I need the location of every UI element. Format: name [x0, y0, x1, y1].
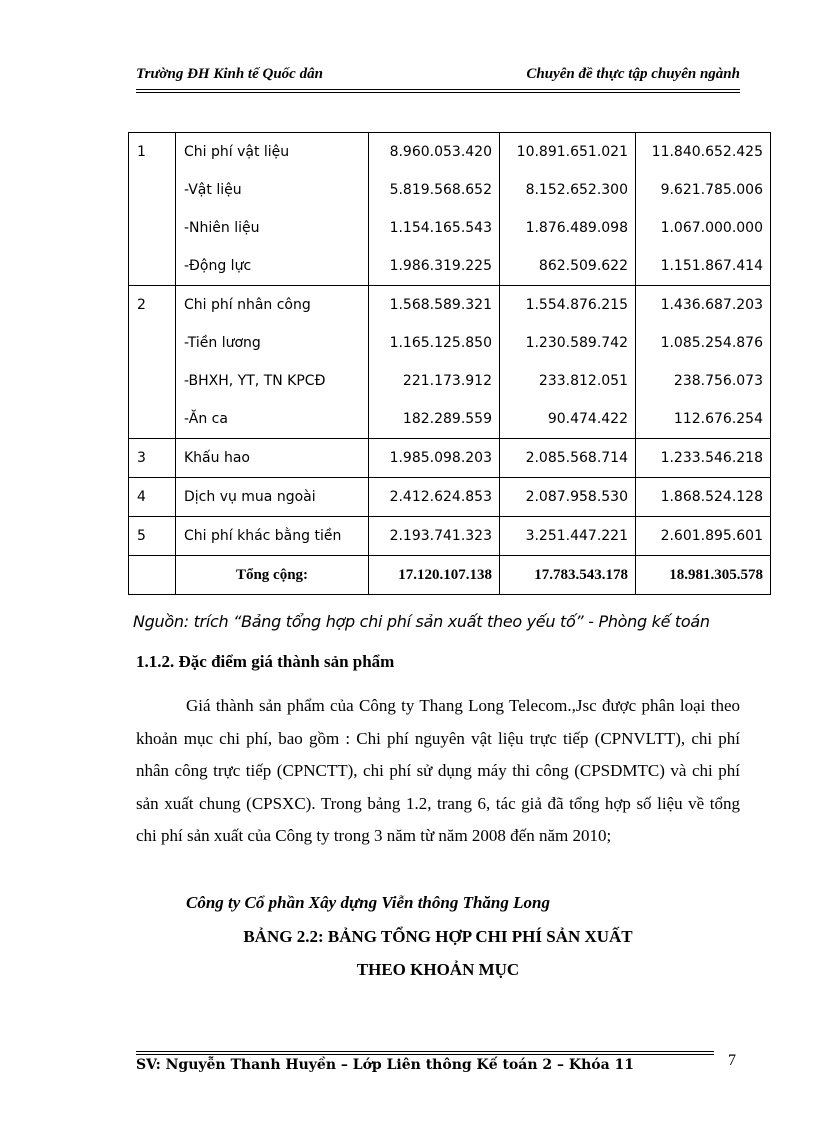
total-value: 18.981.305.578 — [636, 556, 771, 595]
page-footer: SV: Nguyễn Thanh Huyền – Lớp Liên thông Kế toán 2 – Khóa 11 — [136, 1057, 635, 1073]
value: 1.154.165.543 — [389, 220, 492, 236]
paragraph-text: Giá thành sản phẩm của Công ty Thang Long Telecom.,Jsc được phân loại theo khoản mục chi phí, bao gồm : Chi phí nguyên vật liệu trực tiếp (CPNVLTT), chi phí nhân công trực tiếp (CPNCTT), chi phí sử dụng máy thi công (CPSDMTC) và chi phí sản xuất chung (CPSXC). Trong bảng 1.2, trang 6, tác giả đã tổng hợp số liệu về tổng chi phí sản xuất của Công ty trong 3 năm từ năm 2008 đến năm 2010; — [136, 696, 740, 845]
value: 1.436.687.203 — [660, 297, 763, 313]
item-label: Chi phí nhân công — [184, 297, 311, 313]
value: 1.067.000.000 — [660, 220, 763, 236]
item-label: -Động lực — [184, 258, 252, 274]
row-number: 4 — [129, 478, 176, 517]
page-number: 7 — [728, 1052, 736, 1069]
value: 112.676.254 — [673, 411, 763, 427]
table-row — [129, 439, 771, 478]
value: 1.151.867.414 — [660, 258, 763, 274]
value: 2.087.958.530 — [500, 478, 636, 517]
value: 8.960.053.420 — [389, 144, 492, 160]
item-label: -Vật liệu — [184, 182, 242, 198]
value: 233.812.051 — [538, 373, 628, 389]
empty-cell — [129, 556, 176, 595]
value-2008-cell — [369, 286, 500, 439]
footer-rule — [136, 1051, 714, 1052]
value: 238.756.073 — [673, 373, 763, 389]
total-value: 17.120.107.138 — [369, 556, 500, 595]
value-2008-cell — [369, 133, 500, 286]
value: 11.840.652.425 — [651, 144, 763, 160]
value: 1.165.125.850 — [389, 335, 492, 351]
item-label: -Tiền lương — [184, 335, 261, 351]
value: 2.601.895.601 — [636, 517, 771, 556]
item-label: -Ăn ca — [184, 411, 228, 427]
value: 182.289.559 — [402, 411, 492, 427]
value: 1.985.098.203 — [369, 439, 500, 478]
total-row — [129, 556, 771, 595]
table-row — [129, 286, 771, 439]
header-report-title: Chuyên đề thực tập chuyên ngành — [526, 66, 740, 82]
value: 1.986.319.225 — [389, 258, 492, 274]
value: 1.876.489.098 — [525, 220, 628, 236]
cost-table — [128, 132, 771, 595]
total-value: 17.783.543.178 — [500, 556, 636, 595]
item-label: Dịch vụ mua ngoài — [176, 478, 369, 517]
value: 1.230.589.742 — [525, 335, 628, 351]
value: 90.474.422 — [547, 411, 628, 427]
value: 2.193.741.323 — [369, 517, 500, 556]
value-2010-cell — [636, 133, 771, 286]
header-rule — [136, 89, 740, 90]
value-2010-cell — [636, 286, 771, 439]
item-label: Khấu hao — [176, 439, 369, 478]
value: 862.509.622 — [538, 258, 628, 274]
row-number: 5 — [129, 517, 176, 556]
value: 5.819.568.652 — [389, 182, 492, 198]
value: 1.085.254.876 — [660, 335, 763, 351]
body-paragraph — [136, 690, 740, 853]
total-label: Tổng cộng: — [176, 556, 369, 595]
value: 9.621.785.006 — [660, 182, 763, 198]
value: 2.085.568.714 — [500, 439, 636, 478]
row-number: 1 — [129, 133, 176, 286]
row-number: 2 — [129, 286, 176, 439]
table-row — [129, 133, 771, 286]
item-label: Chi phí vật liệu — [184, 144, 290, 160]
item-label: -Nhiên liệu — [184, 220, 260, 236]
item-cell — [176, 286, 369, 439]
value: 221.173.912 — [402, 373, 492, 389]
table-row — [129, 517, 771, 556]
value: 1.868.524.128 — [636, 478, 771, 517]
item-label: -BHXH, YT, TN KPCĐ — [184, 373, 326, 389]
table-row — [129, 478, 771, 517]
value: 1.568.589.321 — [389, 297, 492, 313]
item-label: Chi phí khác bằng tiền — [176, 517, 369, 556]
value: 10.891.651.021 — [516, 144, 628, 160]
item-cell — [176, 133, 369, 286]
value: 1.233.546.218 — [636, 439, 771, 478]
page-header — [136, 66, 740, 88]
company-name: Công ty Cổ phần Xây dựng Viễn thông Thăng Long — [186, 893, 550, 912]
table-title: BẢNG 2.2: BẢNG TỔNG HỢP CHI PHÍ SẢN XUẤT — [243, 927, 633, 946]
footer-rule-second — [136, 1054, 714, 1055]
value: 3.251.447.221 — [500, 517, 636, 556]
value: 2.412.624.853 — [369, 478, 500, 517]
value: 1.554.876.215 — [525, 297, 628, 313]
value-2009-cell — [500, 286, 636, 439]
section-title: 1.1.2. Đặc điểm giá thành sản phẩm — [136, 652, 395, 671]
header-university: Trường ĐH Kinh tế Quốc dân — [136, 66, 323, 82]
value-2009-cell — [500, 133, 636, 286]
value: 8.152.652.300 — [525, 182, 628, 198]
table-subtitle: THEO KHOẢN MỤC — [356, 960, 520, 979]
header-rule-second — [136, 92, 740, 93]
row-number: 3 — [129, 439, 176, 478]
source-note: Nguồn: trích “Bảng tổng hợp chi phí sản xuất theo yếu tố” - Phòng kế toán — [133, 612, 710, 631]
